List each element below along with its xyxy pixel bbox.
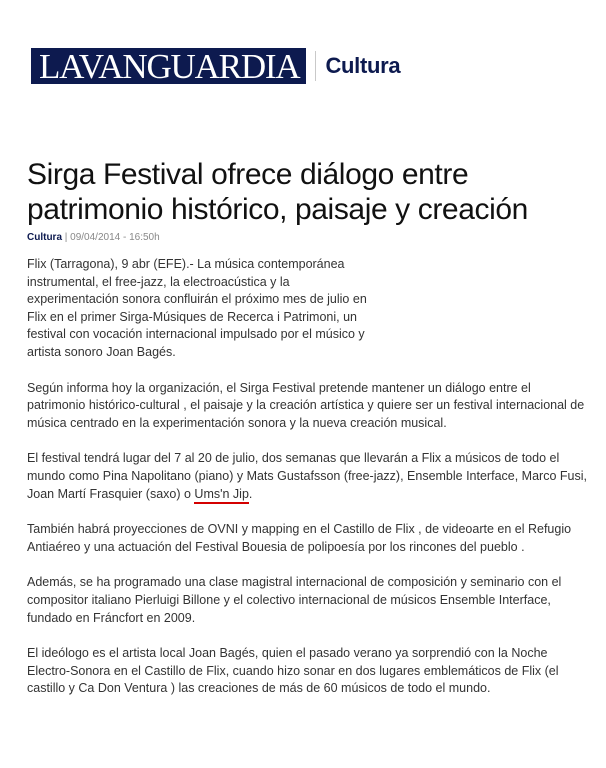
meta-separator: |: [62, 232, 71, 243]
masthead-divider: [315, 51, 316, 81]
paragraph-3: [27, 450, 587, 503]
paragraph-1: Flix (Tarragona), 9 abr (EFE).- La música contemporánea instrumental, el free-jazz, la electroacústica y la experimentación sonora confluirán el próximo mes de julio en Flix en el primer Sirga-Músiques de Recerca i Patrimoni, un festival con vocación internacional impulsado por el músico y artista sonoro Joan Bagés.: [27, 257, 367, 359]
paragraph-5: Además, se ha programado una clase magistral internacional de composición y seminario con el compositor italiano Pierluigi Billone y el colectivo internacional de músicos Ensemble Interface, fundado en Fráncfort en 2009.: [27, 575, 562, 625]
meta-datetime: 09/04/2014 - 16:50h: [70, 232, 160, 243]
paragraph-3-end: .: [248, 486, 253, 501]
paragraph-3-text: El festival tendrá lugar del 7 al 20 de julio, dos semanas que llevarán a Flix a músicos de todo el mundo como Pina Napolitano (piano) y Mats Gustafsson (free-jazz), Ensemble Interface, Marco Fusi, Joan Martí Frasquier (saxo) o: [27, 451, 587, 501]
article-title: Sirga Festival ofrece diálogo entre patrimonio histórico, paisaje y creación: [27, 158, 528, 226]
article-meta: [27, 232, 160, 243]
section-label[interactable]: Cultura: [325, 53, 401, 78]
masthead: [31, 44, 400, 88]
paragraph-4: También habrá proyecciones de OVNI y mapping en el Castillo de Flix , de videoarte en el Refugio Antiaéreo y una actuación del Festival Bouesia de polipoesía por los rincones del pueblo .: [27, 522, 572, 554]
paragraph-6: El ideólogo es el artista local Joan Bagés, quien el pasado verano ya sorprendió con la Noche Electro-Sonora en el Castillo de Flix, cuando hizo sonar en dos lugares emblemáticos de Flix (el castillo y Ca Don Ventura ) las creaciones de más de 60 músicos de todo el mundo.: [27, 646, 559, 696]
underlined-band-name: Ums'n Jip: [194, 487, 248, 504]
article-body: [27, 256, 587, 716]
paragraph-2: Según informa hoy la organización, el Sirga Festival pretende mantener un diálogo entre el patrimonio histórico-cultural , el paisaje y la creación artística y quiere ser un festival internacional de música centrado en la experimentación sonora y la nueva creación musical.: [27, 380, 585, 430]
meta-category-link[interactable]: Cultura: [27, 232, 62, 243]
newspaper-logo[interactable]: LAVANGUARDIA: [31, 48, 306, 84]
